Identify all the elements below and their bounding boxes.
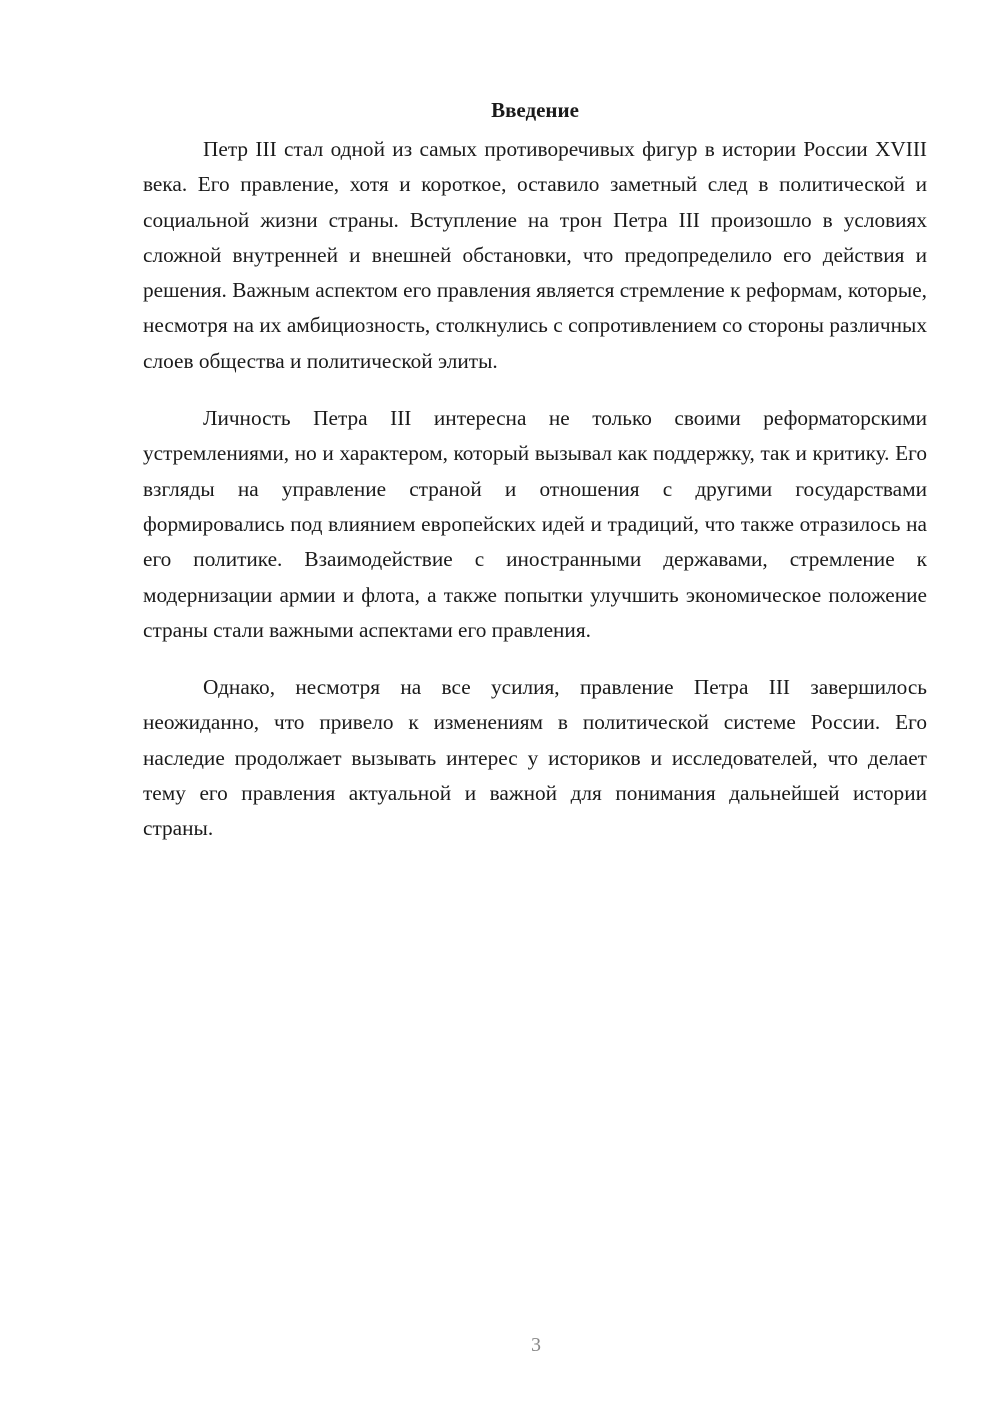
page-content bbox=[143, 92, 927, 869]
paragraph-3: Однако, несмотря на все усилия, правление Петра III завершилось неожиданно, что привело к изменениям в политической системе России. Его наследие продолжает вызывать интерес у историков и исследователей, что делает тему его правления актуальной и важной для понимания дальнейшей истории страны. bbox=[143, 675, 927, 841]
section-title: Введение bbox=[491, 98, 579, 122]
page-number: 3 bbox=[531, 1334, 541, 1356]
paragraph-1: Петр III стал одной из самых противоречивых фигур в истории России XVIII века. Его правление, хотя и короткое, оставило заметный след в политической и социальной жизни страны. Вступление на трон Петра III произошло в условиях сложной внутренней и внешней обстановки, что предопределило его действия и решения. Важным аспектом его правления является стремление к реформам, которые, несмотря на их амбициозность, столкнулись с сопротивлением со стороны различных слоев общества и политической элиты. bbox=[143, 137, 927, 373]
paragraph-2: Личность Петра III интересна не только своими реформаторскими устремлениями, но и характером, который вызывал как поддержку, так и критику. Его взгляды на управление страной и отношения с другими государствами формировались под влиянием европейских идей и традиций, что также отразилось на его политике. Взаимодействие с иностранными державами, стремление к модернизации армии и флота, а также попытки улучшить экономическое положение страны стали важными аспектами его правления. bbox=[143, 406, 927, 642]
